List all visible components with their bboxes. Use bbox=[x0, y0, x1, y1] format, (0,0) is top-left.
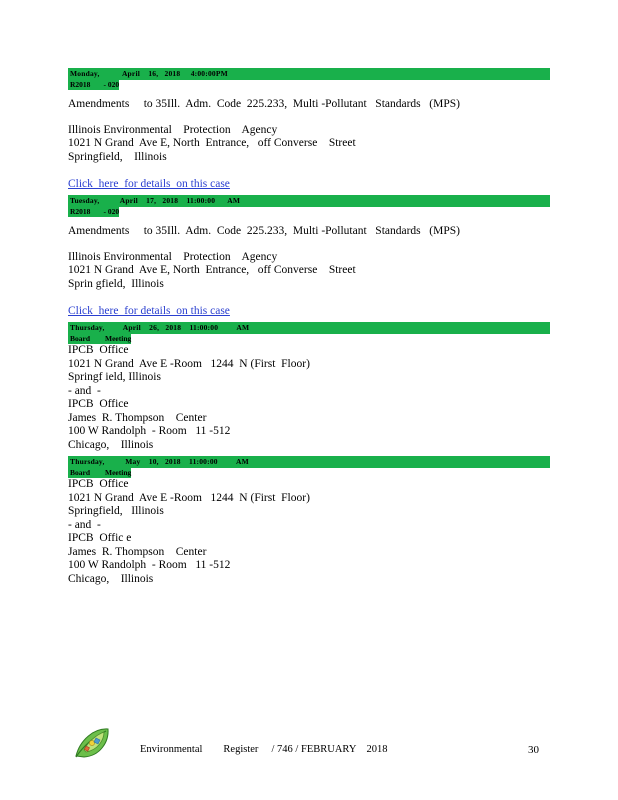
entry-line: 1021 N Grand Ave E, North Entrance, off Converse Street bbox=[68, 264, 356, 276]
entry-line: IPCB Office bbox=[68, 478, 129, 490]
entry-link-row bbox=[68, 164, 550, 195]
entry-case-number: R2018 - 020 bbox=[70, 207, 120, 216]
calendar-entry bbox=[68, 322, 550, 456]
entry-line: 100 W Randolph - Room 11 -512 bbox=[68, 425, 231, 437]
entry-line: James R. Thompson Center bbox=[68, 411, 207, 424]
entry-line: IPCB Office bbox=[68, 344, 129, 356]
entry-date-header: Thursday, May 10, 2018 11:00:00 AM bbox=[68, 456, 550, 468]
entry-line: Illinois Environmental Protection Agency bbox=[68, 250, 278, 263]
entry-line: IPCB Offic e bbox=[68, 532, 132, 544]
entry-line: Amendments to 35Ill. Adm. Code 225.233, Multi -Pollutant Standards (MPS) bbox=[68, 98, 460, 110]
entry-meeting-type: Board Meeting bbox=[70, 468, 132, 477]
entry-subheader-wrap bbox=[68, 80, 550, 90]
entry-line: - and - bbox=[68, 384, 101, 397]
entry-date-header: Thursday, April 26, 2018 11:00:00 AM bbox=[68, 322, 550, 334]
entry-line: IPCB Office bbox=[68, 398, 129, 410]
entry-line: Illinois Environmental Protection Agency bbox=[68, 123, 278, 136]
entry-line: 1021 N Grand Ave E, North Entrance, off Converse Street bbox=[68, 137, 356, 149]
calendar-entry bbox=[68, 195, 550, 322]
entry-subheader-wrap bbox=[68, 468, 550, 478]
entry-line: Amendments to 35Ill. Adm. Code 225.233, Multi -Pollutant Standards (MPS) bbox=[68, 225, 460, 237]
calendar-entries bbox=[68, 68, 550, 586]
ipcb-leaf-logo-icon bbox=[72, 726, 112, 760]
spacer bbox=[68, 239, 550, 251]
entry-line: James R. Thompson Center bbox=[68, 545, 207, 558]
entry-line: Springfield, Illinois bbox=[68, 150, 167, 163]
entry-line: Sprin gfield, Illinois bbox=[68, 277, 164, 290]
entry-meeting-type: Board Meeting bbox=[70, 334, 132, 343]
entry-subheader-wrap bbox=[68, 334, 550, 344]
spacer bbox=[68, 112, 550, 124]
entry-link-row bbox=[68, 291, 550, 322]
spacer bbox=[68, 90, 550, 98]
entry-line: Springf ield, Illinois bbox=[68, 371, 161, 383]
calendar-entry bbox=[68, 68, 550, 195]
case-details-link[interactable]: Click here for details on this case bbox=[68, 305, 230, 317]
entry-case-number: R2018 - 020 bbox=[70, 80, 120, 89]
calendar-entry bbox=[68, 456, 550, 586]
entry-line: Chicago, Illinois bbox=[68, 438, 154, 451]
entry-line: 1021 N Grand Ave E -Room 1244 N (First Floor) bbox=[68, 491, 310, 504]
case-details-link[interactable]: Click here for details on this case bbox=[68, 178, 230, 190]
entry-subheader-wrap bbox=[68, 207, 550, 217]
spacer bbox=[68, 217, 550, 225]
entry-date-header: Monday, April 16, 2018 4:00:00PM bbox=[68, 68, 550, 80]
entry-line: 1021 N Grand Ave E -Room 1244 N (First Floor) bbox=[68, 357, 310, 370]
entry-line: Springfield, Illinois bbox=[68, 505, 164, 517]
footer-page-number: 30 bbox=[528, 744, 539, 756]
entry-line: 100 W Randolph - Room 11 -512 bbox=[68, 559, 231, 571]
entry-date-header: Tuesday, April 17, 2018 11:00:00 AM bbox=[68, 195, 550, 207]
footer-text: Environmental Register / 746 / FEBRUARY 2018 bbox=[140, 744, 388, 755]
entry-line: - and - bbox=[68, 518, 101, 531]
entry-line: Chicago, Illinois bbox=[68, 572, 154, 585]
